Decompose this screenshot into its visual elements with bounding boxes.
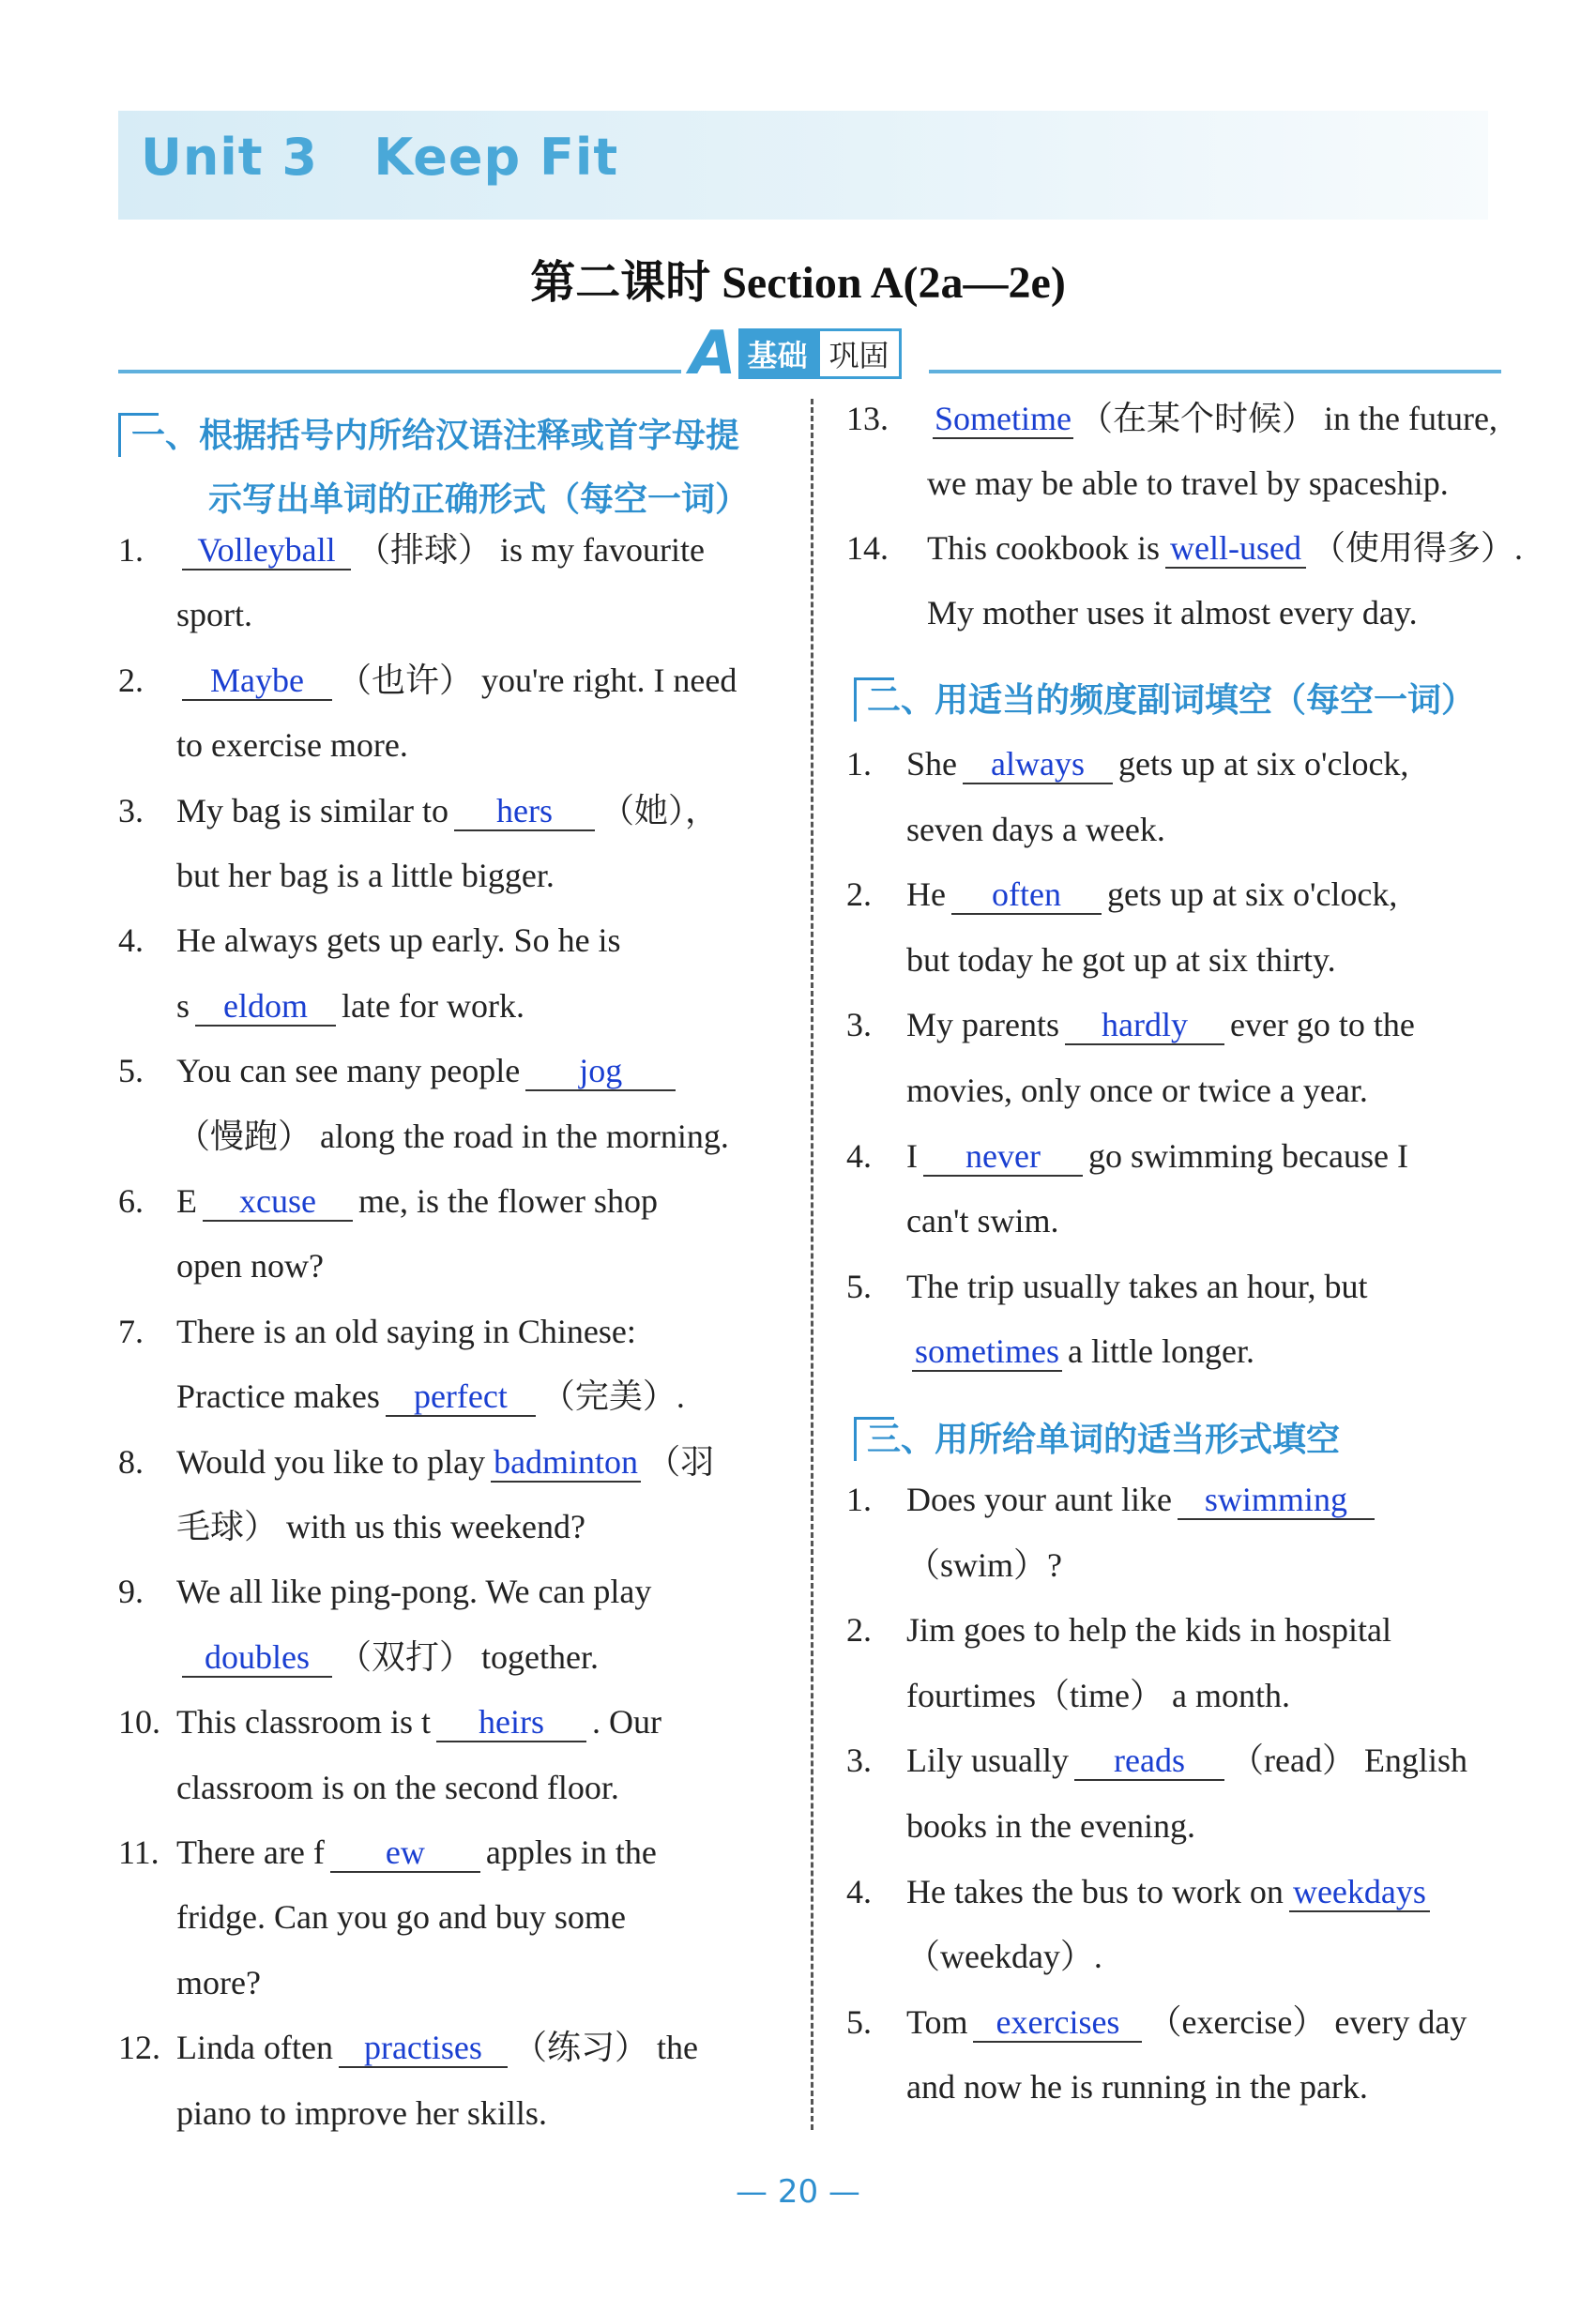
question-text: I (906, 1136, 918, 1175)
question-text: Lily usually (906, 1742, 1069, 1780)
question-text: （她）， (600, 791, 720, 829)
section-3-heading: 三、用所给单词的适当形式填空 (867, 1413, 1340, 1461)
question-line (118, 855, 555, 896)
question-line (846, 1740, 1467, 1781)
question-number: 4. (846, 1136, 872, 1175)
answer-blank: swimming (1178, 1481, 1375, 1520)
question-line (846, 1135, 1408, 1177)
question-line (846, 2001, 1467, 2043)
question-line (846, 809, 1165, 850)
heading-bracket (118, 413, 159, 457)
question-text: （羽 (646, 1442, 715, 1481)
answer-blank: practises (339, 2029, 508, 2068)
question-line (846, 1004, 1415, 1045)
badge-text-1: 基础 (738, 328, 817, 379)
question-line (846, 1200, 1058, 1241)
question-text: （双打） together. (338, 1637, 599, 1676)
question-number: 1. (846, 745, 872, 783)
question-line (846, 2066, 1368, 2107)
question-text: apples in the (485, 1833, 657, 1871)
answer-blank: Volleyball (182, 531, 351, 570)
question-line (846, 1479, 1380, 1520)
question-number: 13. (846, 400, 889, 437)
lesson-title-en: Section A(2a—2e) (722, 258, 1066, 308)
question-text: My parents (906, 1006, 1059, 1044)
question-line (118, 790, 719, 831)
question-number: 1. (846, 1481, 872, 1518)
question-text: we may be able to travel by spaceship. (927, 464, 1449, 502)
answer-blank: reads (1074, 1742, 1224, 1781)
question-text: gets up at six o'clock, (1118, 745, 1409, 783)
question-line (846, 1544, 1062, 1586)
unit-title: Unit 3 Keep Fit (141, 128, 619, 187)
question-number: 9. (118, 1573, 144, 1611)
question-number: 10. (118, 1703, 160, 1742)
question-line (846, 1936, 1102, 1977)
column-divider (811, 399, 813, 2130)
question-text: but her bag is a little bigger. (176, 857, 555, 894)
question-line (118, 1636, 599, 1678)
section-2-heading: 二、用适当的频度副词填空（每空一词） (867, 674, 1475, 722)
question-number: 6. (118, 1182, 144, 1220)
question-line (118, 2027, 698, 2068)
question-line (118, 1506, 585, 1547)
question-line (118, 1050, 681, 1091)
question-line (118, 1245, 324, 1286)
question-line (118, 1896, 626, 1938)
answer-blank: always (963, 745, 1113, 784)
question-line (118, 1180, 658, 1222)
question-number: 12. (118, 2029, 160, 2067)
answer-blank: eldom (195, 987, 336, 1027)
question-text: can't swim. (906, 1202, 1059, 1240)
question-text: （排球） is my favourite (357, 531, 705, 569)
question-text: Linda often (176, 2029, 333, 2067)
answer-blank: perfect (386, 1377, 536, 1417)
question-text: E (176, 1182, 197, 1220)
question-text: My bag is similar to (176, 791, 448, 829)
answer-blank: well-used (1165, 529, 1306, 569)
answer-blank: doubles (182, 1638, 332, 1678)
section-badge (690, 319, 902, 388)
heading-bracket (854, 677, 894, 722)
section-1-heading-line2: 示写出单词的正确形式（每空一词） (208, 480, 750, 519)
page-number: — 20 — (736, 2173, 860, 2211)
badge-line-right (929, 370, 1501, 373)
question-line (118, 1116, 729, 1157)
question-number: 2. (118, 661, 144, 699)
question-number: 5. (846, 1267, 872, 1305)
question-text: . Our (591, 1703, 661, 1742)
question-text: ever go to the (1229, 1006, 1415, 1044)
question-line (846, 1871, 1436, 1912)
question-text: There are f (176, 1833, 325, 1871)
question-line (846, 398, 1497, 439)
question-text: me, is the flower shop (358, 1182, 658, 1220)
question-line (118, 1441, 714, 1483)
question-number: 3. (118, 791, 144, 829)
question-text: You can see many people (176, 1052, 521, 1090)
question-line (118, 1962, 261, 2003)
question-text: gets up at six o'clock, (1106, 875, 1398, 914)
question-line (846, 1331, 1254, 1372)
question-text: four (906, 1676, 963, 1714)
question-text: （time） a month. (1035, 1676, 1290, 1714)
answer-blank: exercises (973, 2003, 1142, 2043)
question-text: Tom (906, 2002, 968, 2041)
question-line (118, 2092, 547, 2134)
question-text: （weekday）. (906, 1938, 1102, 1976)
lesson-title-cn: 第二课时 (530, 256, 711, 309)
question-line (846, 592, 1418, 633)
question-number: 2. (846, 1611, 872, 1650)
answer-blank: sometimes (912, 1332, 1062, 1372)
question-line (118, 1571, 651, 1612)
question-line (118, 1701, 661, 1742)
heading-bracket (854, 1417, 894, 1461)
question-text: more? (176, 1963, 261, 2001)
answer-blank: weekdays (1289, 1873, 1430, 1912)
question-text: （使用得多）. (1312, 529, 1524, 567)
question-text: （完美）. (540, 1377, 685, 1416)
question-number: 4. (846, 1872, 872, 1910)
question-number: 5. (118, 1052, 144, 1090)
question-text: times (962, 1676, 1036, 1714)
question-line (846, 1609, 1391, 1650)
question-text: late for work. (342, 986, 524, 1025)
question-text: fridge. Can you go and buy some (176, 1898, 626, 1937)
question-text: （read） English (1230, 1742, 1467, 1780)
question-text: （也许） you're right. I need (338, 661, 737, 699)
answer-blank: never (923, 1137, 1083, 1177)
question-text: books in the evening. (906, 1807, 1195, 1845)
question-text: （在某个时候） in the future, (1079, 400, 1497, 437)
question-text: a little longer. (1068, 1332, 1254, 1371)
question-text: Would you like to play (176, 1442, 486, 1481)
question-number: 5. (846, 2002, 872, 2041)
question-line (118, 1376, 685, 1417)
answer-blank: Maybe (182, 662, 332, 701)
question-line (118, 529, 705, 570)
question-line (118, 1311, 636, 1352)
answer-blank: badminton (491, 1443, 641, 1483)
question-text: This classroom is t (176, 1703, 431, 1742)
question-text: Does your aunt like (906, 1481, 1172, 1518)
answer-blank: hers (454, 792, 595, 831)
question-text: go swimming because I (1088, 1136, 1408, 1175)
question-text: to exercise more. (176, 726, 408, 765)
badge-letter: A (690, 319, 737, 388)
question-line (118, 660, 737, 701)
question-line (118, 724, 408, 766)
question-line (846, 1070, 1368, 1111)
answer-blank: Sometime (935, 400, 1072, 437)
question-text: s (176, 986, 190, 1025)
question-text: This cookbook is (927, 529, 1160, 567)
badge-line-left (118, 370, 681, 373)
question-text: He (906, 875, 946, 914)
question-text: My mother uses it almost every day. (927, 594, 1418, 631)
question-line (846, 463, 1449, 504)
question-number: 2. (846, 875, 872, 914)
answer-blank: heirs (436, 1703, 586, 1742)
question-text: and now he is running in the park. (906, 2068, 1368, 2107)
badge-text-2: 巩固 (817, 328, 902, 379)
question-line (118, 920, 621, 961)
question-line (846, 1805, 1195, 1847)
question-text: The trip usually takes an hour, but (906, 1267, 1368, 1305)
question-line (118, 1832, 657, 1873)
question-number: 1. (118, 531, 144, 569)
question-text: （练习） the (512, 2029, 698, 2067)
question-text: piano to improve her skills. (176, 2093, 547, 2132)
question-line (846, 1266, 1367, 1307)
question-text: She (906, 745, 957, 783)
question-text: movies, only once or twice a year. (906, 1072, 1368, 1109)
question-text: He always gets up early. So he is (176, 921, 621, 960)
question-line (846, 1675, 1290, 1716)
question-text: There is an old saying in Chinese: (176, 1312, 636, 1350)
question-line (846, 743, 1408, 784)
question-text: We all like ping-pong. We can play (176, 1573, 652, 1611)
question-text: but today he got up at six thirty. (906, 940, 1336, 979)
question-number: 11. (118, 1833, 160, 1871)
question-text: sport. (176, 596, 252, 634)
question-number: 14. (846, 529, 889, 567)
question-text: （慢跑） along the road in the morning. (176, 1117, 729, 1155)
question-number: 7. (118, 1312, 144, 1350)
question-text: Practice makes (176, 1377, 380, 1416)
question-text: open now? (176, 1247, 324, 1285)
lesson-title (0, 246, 1596, 311)
answer-blank: ew (330, 1833, 480, 1873)
question-line (846, 874, 1397, 915)
question-line (846, 527, 1523, 569)
question-number: 8. (118, 1442, 144, 1481)
question-text: Jim goes to help the kids in hospital (906, 1611, 1391, 1650)
question-line (118, 985, 524, 1027)
question-text: （swim）? (906, 1545, 1062, 1584)
question-number: 4. (118, 921, 144, 960)
question-text: 毛球） with us this weekend? (176, 1508, 585, 1545)
question-number: 3. (846, 1742, 872, 1780)
question-text: He takes the bus to work on (906, 1872, 1284, 1910)
answer-blank: jog (525, 1052, 676, 1091)
question-line (118, 594, 252, 635)
answer-blank: often (951, 875, 1102, 915)
question-number: 3. (846, 1006, 872, 1044)
question-line (118, 1767, 619, 1808)
question-line (846, 939, 1336, 981)
section-1-heading: 一、根据括号内所给汉语注释或首字母提 (131, 409, 739, 457)
question-text: classroom is on the second floor. (176, 1768, 619, 1806)
question-text: seven days a week. (906, 810, 1165, 848)
question-text: （exercise） every day (1148, 2002, 1467, 2041)
answer-blank: hardly (1065, 1006, 1224, 1045)
answer-blank: xcuse (203, 1182, 353, 1222)
